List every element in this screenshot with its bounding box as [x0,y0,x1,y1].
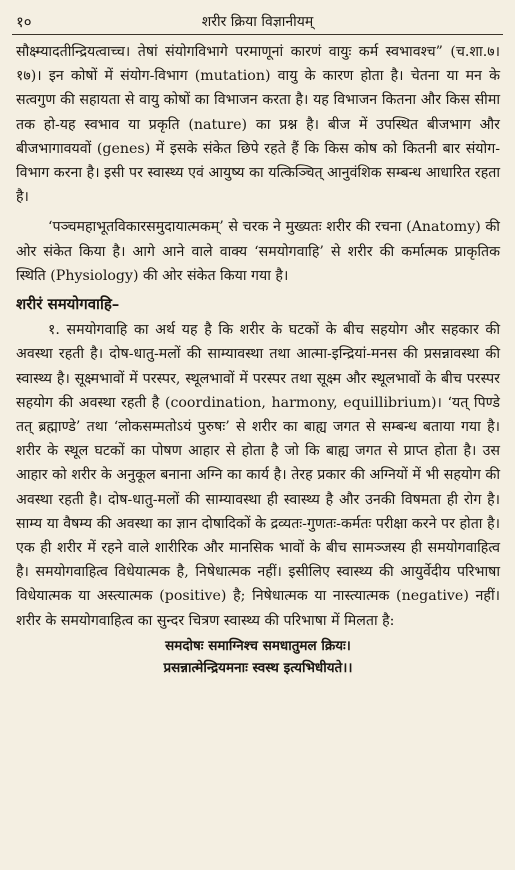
section-heading: शरीरं समयोगवाहि– [16,295,120,314]
verse-line-2: प्रसन्नात्मेन्द्रियमनाः स्वस्थ इत्यभिधीयते।। [163,659,353,676]
paragraph-anatomy-physiology: ‘पञ्चमहाभूतविकारसमुदायात्मकम्’ से चरक ने मुख्यतः शरीर की रचना (Anatomy) की ओर संकेत किया है। आगे आने वाले वाक्य ‘समयोगवाहि’ से शरीर की कर्मात्मक प्राकृतिक स्थिति (Physiology) की ओर संकेत किया गया है। [16,219,500,284]
page-header [12,10,503,35]
running-title: शरीर क्रिया विज्ञानीयम् [201,14,314,30]
verse-block [16,635,500,679]
page-number: १० [16,13,32,31]
verse-line-1: समदोषः समाग्निश्च समधातुमल क्रियः। [165,637,351,654]
body-text [16,40,500,679]
paragraph-samayogavahi: १. समयोगवाहि का अर्थ यह है कि शरीर के घटकों के बीच सहयोग और सहकार की अवस्था रहती है। दोष-धातु-मलों की साम्यावस्था तथा आत्मा-इन्द्रियां-मनस की प्रसन्नावस्था की स्वास्थ्य है। सूक्ष्मभावों में परस्पर, स्थूलभावों में परस्पर तथा सूक्ष्म और स्थूलभावों के बीच परस्पर सहयोग की अवस्था रहती है (coordination, harmony, equillibrium)। ‘यत् पिण्डे तत् ब्रह्माण्डे’ तथा ‘लोकसम्मतोऽयं पुरुषः’ से शरीर का बाह्य जगत से सम्बन्ध बताया गया है। शरीर के स्थूल घटकों का पोषण आहार से होता है जो कि बाह्य जगत से प्राप्त होता है। उस आहार को शरीर के अनुकूल बनाना अग्नि का कार्य है। तेरह प्रकार की अग्नियों में भी सहयोग की अवस्था रहती है। दोष-धातु-मलों की साम्यावस्था ही स्वास्थ्य है और उनकी विषमता ही रोग है। साम्य या वैषम्य की अवस्था का ज्ञान दोषादिकों के द्रव्यतः-गुणतः-कर्मतः परीक्षा करने पर होता है। एक ही शरीर में रहने वाले शारीरिक और मानसिक भावों के बीच सामञ्जस्य ही समयोगवाहित्व है। समयोगवाहित्व विधेयात्मक है, निषेधात्मक नहीं। इसीलिए स्वास्थ्य की आयुर्वेदीय परिभाषा विधेयात्मक या अस्त्यात्मक (positive) है; निषेधात्मक या नास्त्यात्मक (negative) नहीं। शरीर के समयोगवाहित्व का सुन्दर चित्रण स्वास्थ्य की परिभाषा में मिलता है: [16,322,500,629]
paragraph-mutation: सौक्ष्म्यादतीन्द्रियत्वाच्च। तेषां संयोगविभागे परमाणूनां कारणं वायुः कर्म स्वभावश्च” (च.शा.७।१७)। इन कोषों में संयोग-विभाग (mutation) वायु के कारण होता है। चेतना या मन के सत्वगुण की सहायता से वायु कोषों का विभाजन करता है। यह विभाजन कितना और किस सीमा तक हो-यह स्वभाव या प्रकृति (nature) का प्रश्न है। बीज में उपस्थित बीजभाग और बीजभागावयवों (genes) में इसके संकेत छिपे रहते हैं कि किस कोष को कितनी बार संयोग-विभाग करना है। इसी पर स्वास्थ्य एवं आयुष्य का यत्किञ्चित् आनुवंशिक सम्बन्ध आधारित रहता है। [16,44,500,206]
